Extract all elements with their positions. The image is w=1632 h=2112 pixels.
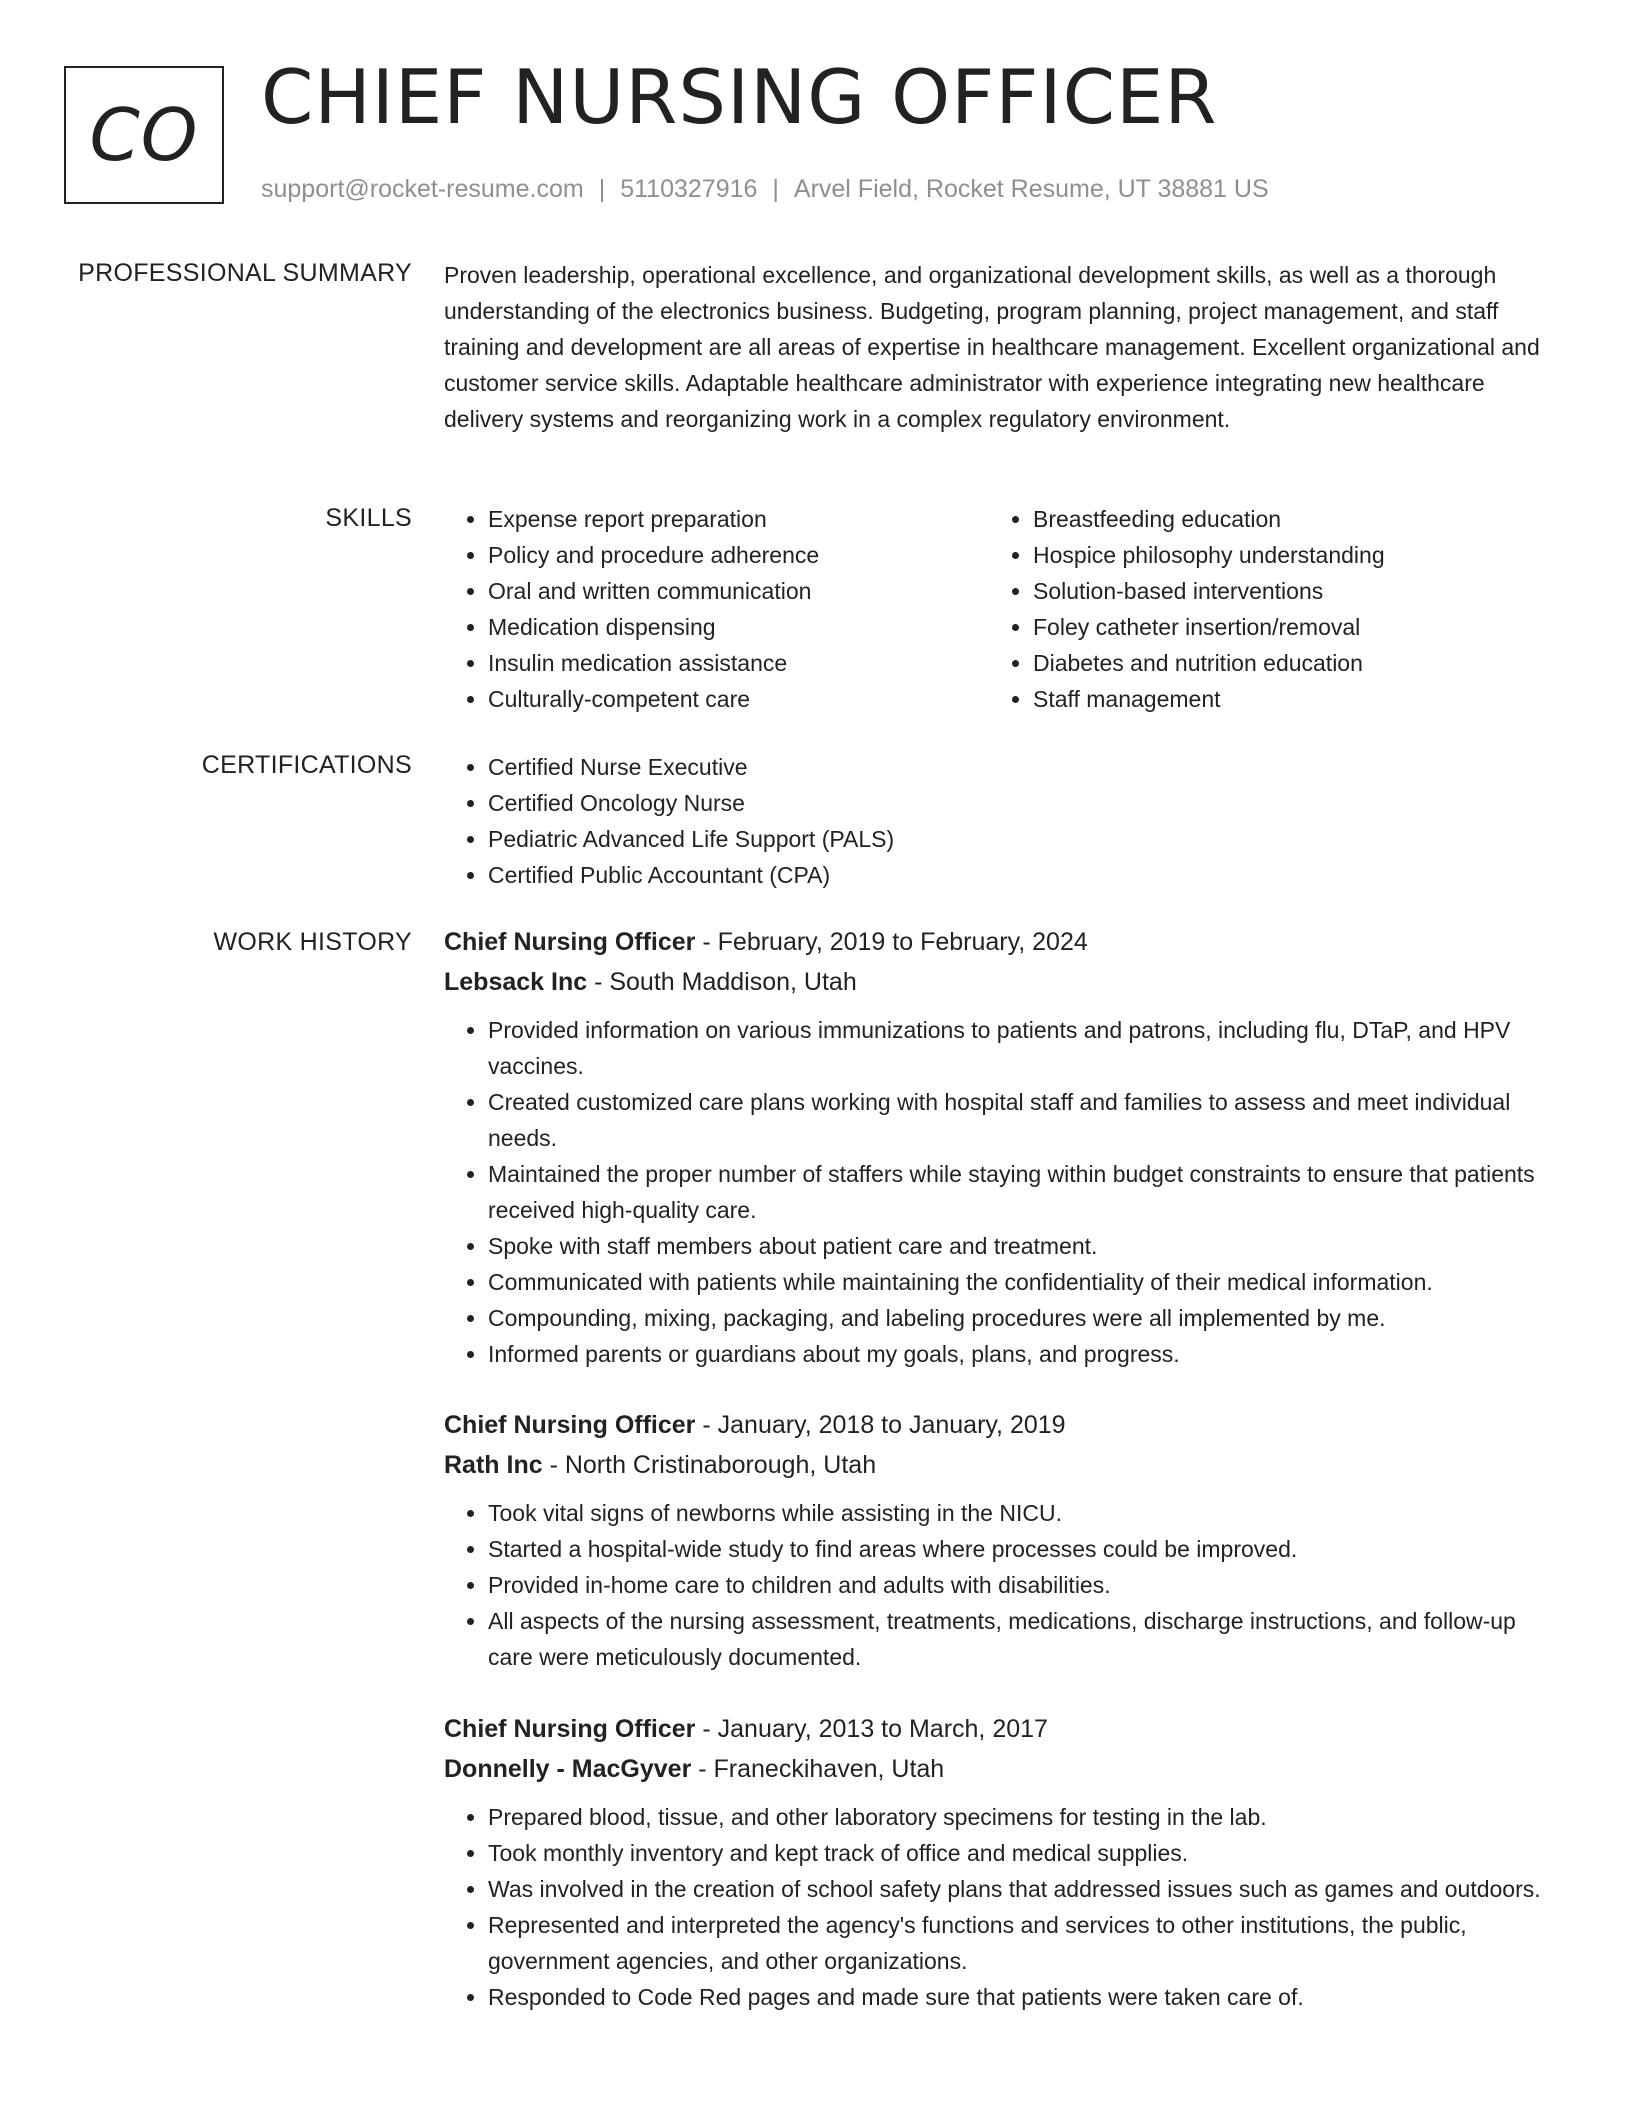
job-duties-list bbox=[444, 1799, 1554, 2015]
job-location: - South Maddison, Utah bbox=[587, 968, 857, 996]
skills-column-right bbox=[989, 501, 1534, 717]
certification-item: • Certified Public Accountant (CPA) bbox=[488, 857, 1554, 893]
skills-column-left bbox=[444, 501, 989, 717]
job-location: - Franeckihaven, Utah bbox=[691, 1755, 945, 1783]
job-duty-item: • Compounding, mixing, packaging, and labeling procedures were all implemented by me. bbox=[488, 1300, 1554, 1336]
job-entry bbox=[444, 1405, 1554, 1675]
skill-item: • Hospice philosophy understanding bbox=[1033, 537, 1534, 573]
contact-address: Arvel Field, Rocket Resume, UT 38881 US bbox=[793, 175, 1269, 203]
job-title: Chief Nursing Officer bbox=[444, 928, 696, 956]
skill-item: • Policy and procedure adherence bbox=[488, 537, 989, 573]
summary-section bbox=[444, 257, 1554, 437]
contact-phone: 5110327916 bbox=[620, 175, 758, 203]
job-duties-list bbox=[444, 1012, 1554, 1372]
job-duties-list bbox=[444, 1495, 1554, 1675]
skill-item: • Diabetes and nutrition education bbox=[1033, 645, 1534, 681]
contact-separator: | bbox=[598, 175, 606, 203]
skill-item: • Medication dispensing bbox=[488, 609, 989, 645]
skill-item: • Solution-based interventions bbox=[1033, 573, 1534, 609]
job-location: - North Cristinaborough, Utah bbox=[542, 1451, 877, 1479]
job-company-line bbox=[444, 1445, 1554, 1485]
skills-list-left bbox=[444, 501, 989, 717]
monogram-box bbox=[64, 66, 224, 204]
skill-item: • Expense report preparation bbox=[488, 501, 989, 537]
resume-title: CHIEF NURSING OFFICER bbox=[261, 53, 1218, 141]
job-title: Chief Nursing Officer bbox=[444, 1411, 696, 1439]
skill-item: • Culturally-competent care bbox=[488, 681, 989, 717]
job-title-line bbox=[444, 1709, 1554, 1749]
skill-item: • Foley catheter insertion/removal bbox=[1033, 609, 1534, 645]
job-dates: - February, 2019 to February, 2024 bbox=[695, 928, 1088, 956]
job-entry bbox=[444, 922, 1554, 1372]
job-duty-item: • Provided in-home care to children and adults with disabilities. bbox=[488, 1567, 1554, 1603]
section-label-work-history: WORK HISTORY bbox=[213, 928, 412, 956]
certifications-section bbox=[444, 749, 1554, 893]
certification-item: • Pediatric Advanced Life Support (PALS) bbox=[488, 821, 1554, 857]
job-dates: - January, 2018 to January, 2019 bbox=[695, 1411, 1066, 1439]
certifications-list bbox=[444, 749, 1554, 893]
contact-line bbox=[261, 173, 1269, 205]
skill-item: • Breastfeeding education bbox=[1033, 501, 1534, 537]
job-duty-item: • Spoke with staff members about patient care and treatment. bbox=[488, 1228, 1554, 1264]
summary-text: Proven leadership, operational excellence, and organizational development skills, as well as a thorough understanding of the electronics business. Budgeting, program planning, project management, and staff training and development are all areas of expertise in healthcare management. Excellent organizational and customer service skills. Adaptable healthcare administrator with experience integrating new healthcare delivery systems and reorganizing work in a complex regulatory environment. bbox=[444, 262, 1540, 432]
job-title-line bbox=[444, 1405, 1554, 1445]
job-title: Chief Nursing Officer bbox=[444, 1715, 696, 1743]
skill-item: • Staff management bbox=[1033, 681, 1534, 717]
job-duty-item: • All aspects of the nursing assessment, treatments, medications, discharge instructions, and follow-up care were meticulously documented. bbox=[488, 1603, 1554, 1675]
skills-grid bbox=[444, 501, 1554, 717]
job-dates: - January, 2013 to March, 2017 bbox=[695, 1715, 1048, 1743]
job-duty-item: • Provided information on various immunizations to patients and patrons, including flu, DTaP, and HPV vaccines. bbox=[488, 1012, 1554, 1084]
skills-list-right bbox=[989, 501, 1534, 717]
job-duty-item: • Maintained the proper number of staffers while staying within budget constraints to ensure that patients received high-quality care. bbox=[488, 1156, 1554, 1228]
monogram-initials: CO bbox=[89, 93, 199, 177]
skill-item: • Oral and written communication bbox=[488, 573, 989, 609]
job-company: Donnelly - MacGyver bbox=[444, 1755, 692, 1783]
section-label-summary: PROFESSIONAL SUMMARY bbox=[78, 259, 412, 287]
job-duty-item: • Communicated with patients while maintaining the confidentiality of their medical information. bbox=[488, 1264, 1554, 1300]
contact-email: support@rocket-resume.com bbox=[261, 175, 584, 203]
job-duty-item: • Responded to Code Red pages and made sure that patients were taken care of. bbox=[488, 1979, 1554, 2015]
job-duty-item: • Represented and interpreted the agency's functions and services to other institutions, the public, government agencies, and other organizations. bbox=[488, 1907, 1554, 1979]
skills-section bbox=[444, 501, 1554, 717]
job-duty-item: • Took vital signs of newborns while assisting in the NICU. bbox=[488, 1495, 1554, 1531]
section-label-certifications: CERTIFICATIONS bbox=[201, 751, 412, 779]
job-title-line bbox=[444, 922, 1554, 962]
certification-item: • Certified Oncology Nurse bbox=[488, 785, 1554, 821]
contact-separator: | bbox=[772, 175, 779, 203]
job-company-line bbox=[444, 1749, 1554, 1789]
job-company: Lebsack Inc bbox=[444, 968, 588, 996]
job-company-line bbox=[444, 962, 1554, 1002]
job-duty-item: • Was involved in the creation of school safety plans that addressed issues such as games and outdoors. bbox=[488, 1871, 1554, 1907]
job-duty-item: • Took monthly inventory and kept track of office and medical supplies. bbox=[488, 1835, 1554, 1871]
job-duty-item: • Prepared blood, tissue, and other laboratory specimens for testing in the lab. bbox=[488, 1799, 1554, 1835]
job-entry bbox=[444, 1709, 1554, 2015]
job-duty-item: • Informed parents or guardians about my goals, plans, and progress. bbox=[488, 1336, 1554, 1372]
job-company: Rath Inc bbox=[444, 1451, 543, 1479]
certification-item: • Certified Nurse Executive bbox=[488, 749, 1554, 785]
section-label-skills: SKILLS bbox=[325, 504, 412, 532]
job-duty-item: • Created customized care plans working with hospital staff and families to assess and meet individual needs. bbox=[488, 1084, 1554, 1156]
skill-item: • Insulin medication assistance bbox=[488, 645, 989, 681]
job-duty-item: • Started a hospital-wide study to find areas where processes could be improved. bbox=[488, 1531, 1554, 1567]
